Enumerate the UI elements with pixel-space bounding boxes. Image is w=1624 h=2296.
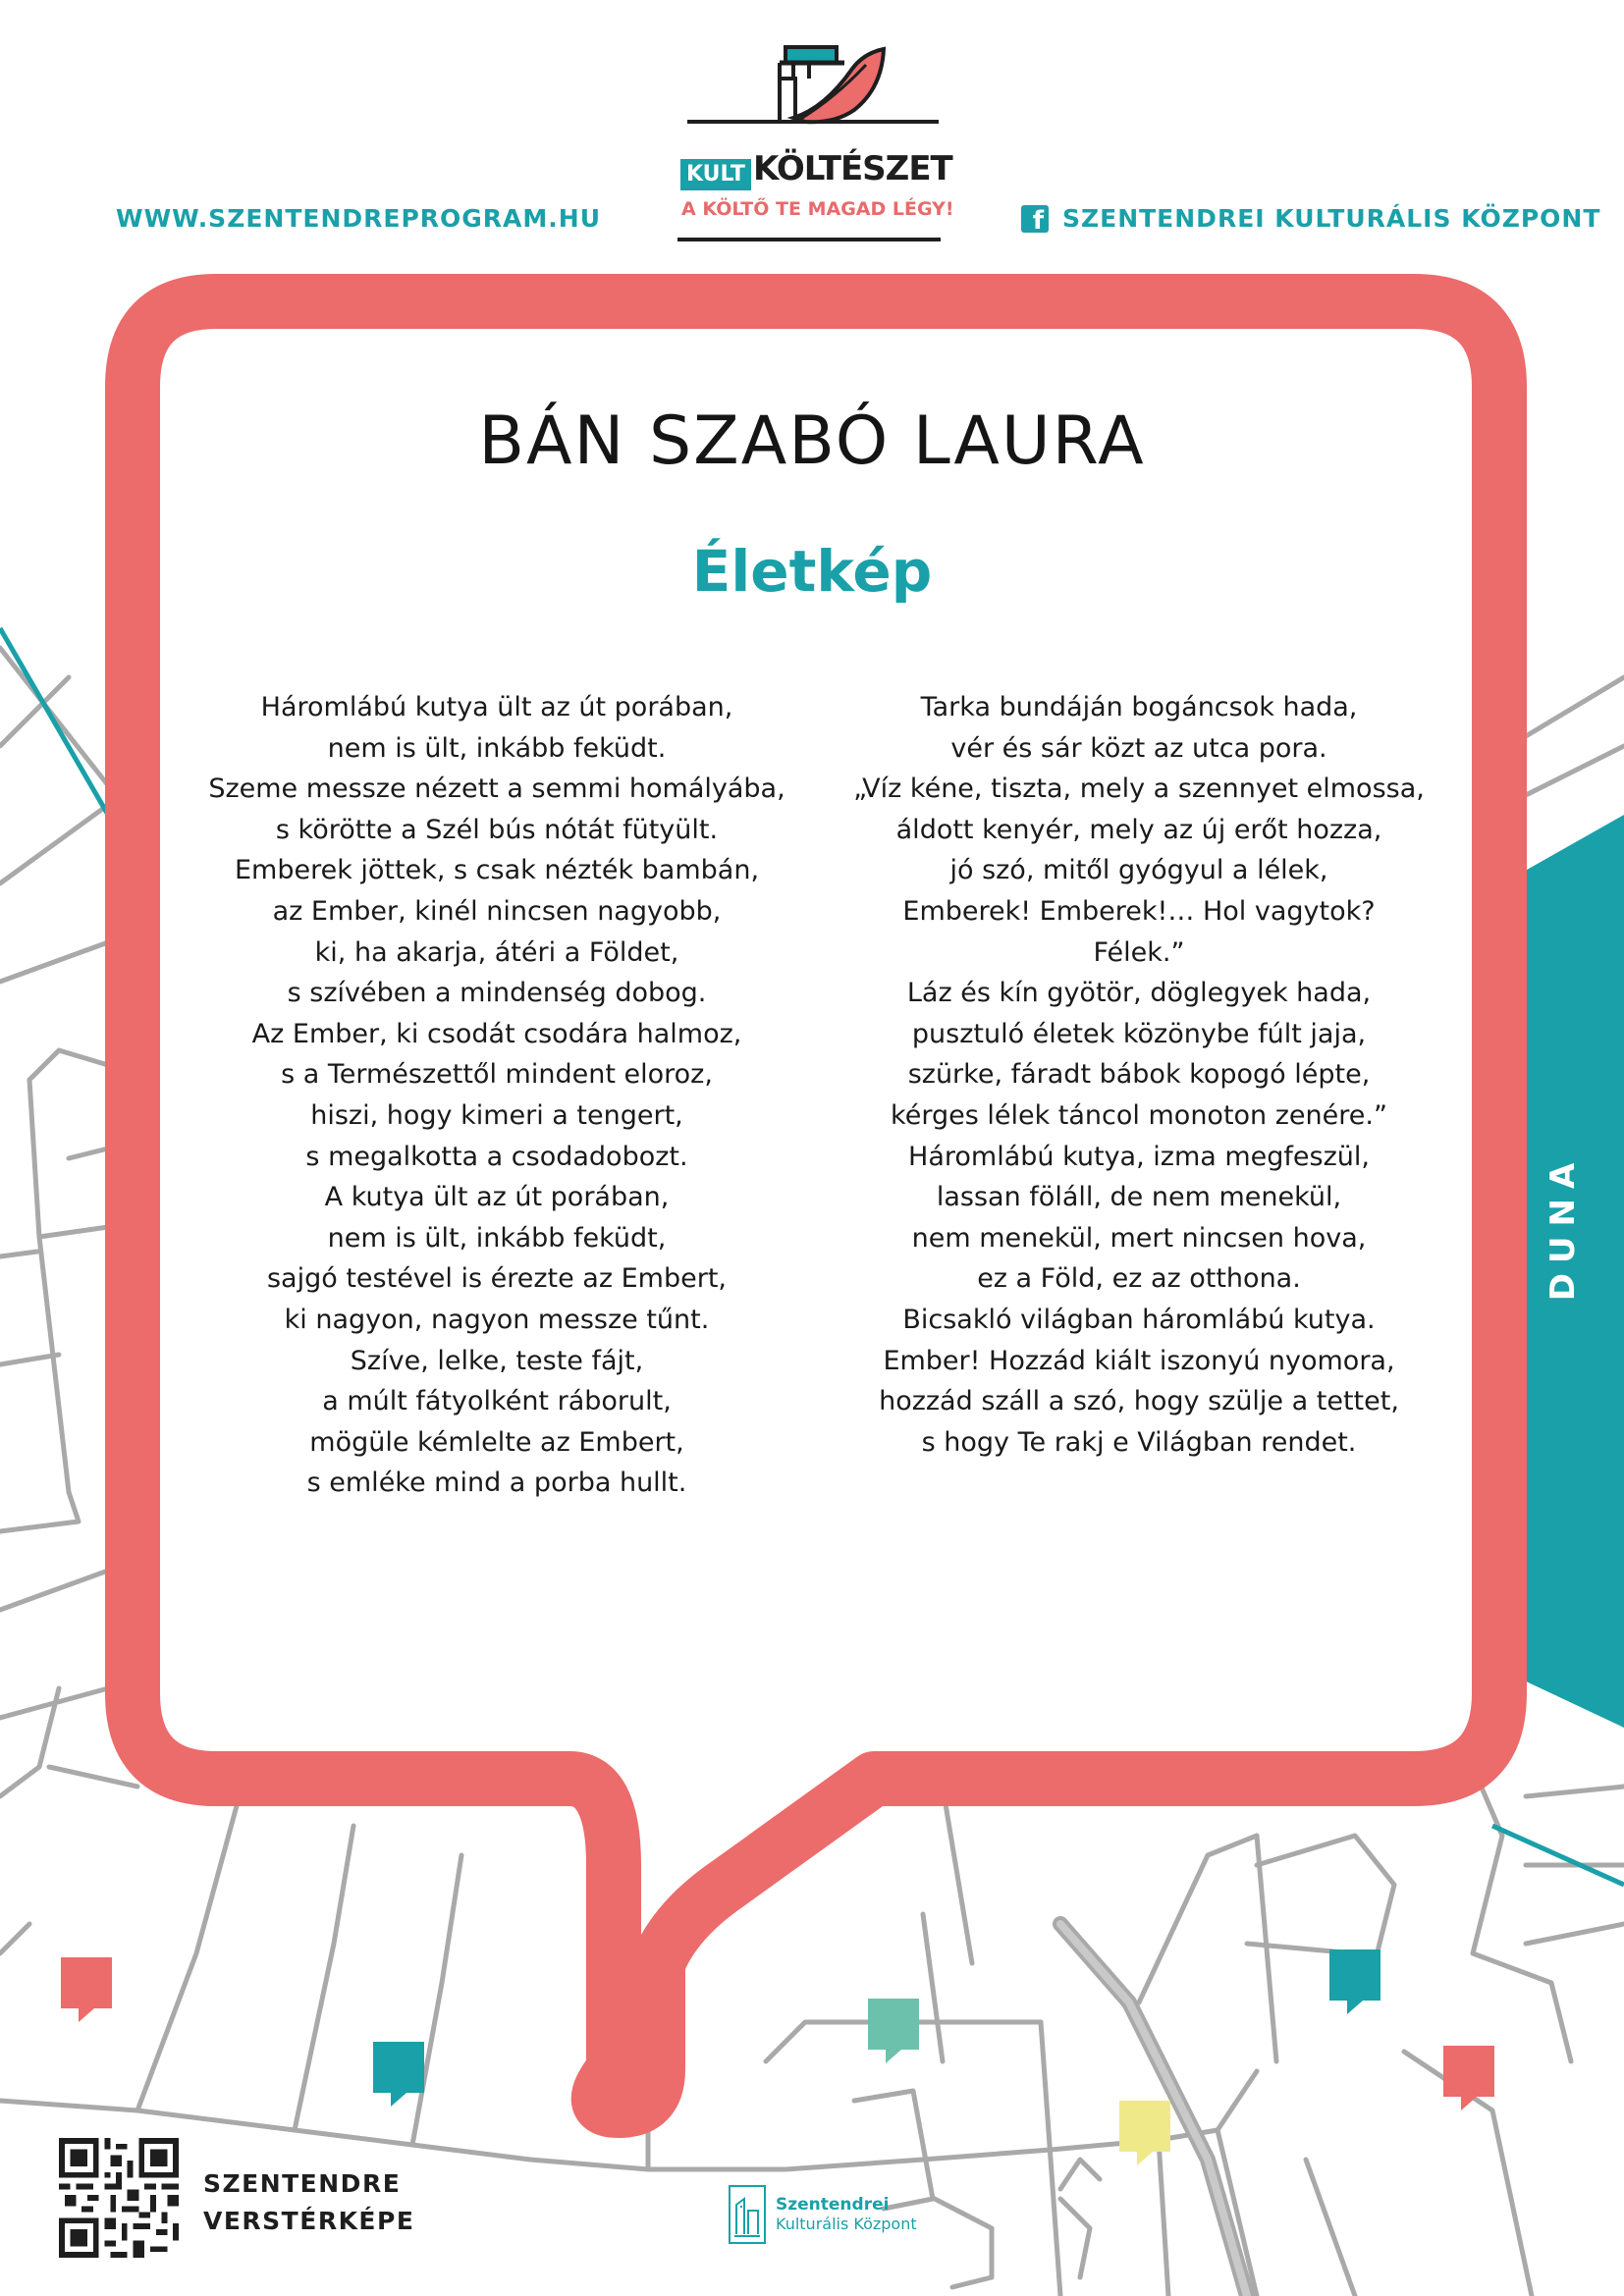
kult-kolteszet-logo	[677, 39, 954, 247]
facebook-label: SZENTENDREI KULTURÁLIS KÖZPONT	[1062, 204, 1601, 233]
poem-line: A kutya ült az út porában,	[324, 1182, 670, 1213]
poem-line: Láz és kín gyötör, döglegyek hada,	[906, 978, 1372, 1009]
poem-line: Tarka bundáján bogáncsok hada,	[920, 692, 1358, 722]
institution-name	[776, 2195, 917, 2234]
poem-line: ez a Föld, ez az otthona.	[977, 1263, 1301, 1295]
poem-line: ki, ha akarja, átéri a Földet,	[314, 936, 679, 968]
poem-line: Szeme messze nézett a semmi homályába,	[208, 774, 785, 805]
marker-red-left	[61, 1957, 112, 2022]
poem-line: Félek.”	[1093, 936, 1185, 968]
poem-line: s emléke mind a porba hullt.	[306, 1468, 687, 1499]
poem-line: nem is ült, inkább feküdt.	[327, 732, 667, 764]
institution-line-2: Kulturális Központ	[776, 2215, 917, 2233]
poem-line: Ember! Hozzád kiált iszonyú nyomora,	[883, 1345, 1395, 1376]
poem-line: Háromlábú kutya, izma megfeszül,	[908, 1141, 1370, 1172]
map-markers	[61, 1949, 1494, 2165]
logo-badge: KULT	[680, 159, 751, 190]
institution-line-1: Szentendrei	[776, 2195, 890, 2215]
poem-line: szürke, fáradt bábok kopogó lépte,	[907, 1059, 1371, 1091]
project-name	[203, 2165, 414, 2240]
poem-line: Bicsakló világban háromlábú kutya.	[902, 1304, 1376, 1335]
poem-line: a múlt fátyolként ráborult,	[322, 1386, 672, 1417]
river-channel-right	[1492, 1826, 1624, 1885]
poem-line: Az Ember, ki csodát csodára halmoz,	[251, 1018, 742, 1049]
qr-code[interactable]	[59, 2138, 179, 2258]
logo-tagline: A KÖLTŐ TE MAGAD LÉGY!	[681, 198, 954, 220]
poem-line: „Víz kéne, tiszta, mely a szennyet elmossa,	[853, 774, 1425, 805]
marker-teal-right	[1329, 1949, 1380, 2014]
poem-line: jó szó, mitől gyógyul a lélek,	[949, 855, 1328, 886]
logo-divider	[677, 238, 941, 241]
quill-house-icon	[677, 39, 943, 157]
poem-line: kérges lélek táncol monoton zenére.”	[891, 1099, 1387, 1131]
marker-red-right	[1443, 2046, 1494, 2110]
poem-line: Emberek! Emberek!… Hol vagytok?	[902, 895, 1376, 927]
marker-teal-left	[373, 2042, 424, 2107]
poem-line: Háromlábú kutya ült az út porában,	[260, 692, 733, 722]
poem-line: nem menekül, mert nincsen hova,	[911, 1222, 1367, 1254]
poem-line: hozzád száll a szó, hogy szülje a tettet,	[879, 1386, 1399, 1417]
poem-line: s a Természettől mindent eloroz,	[281, 1059, 713, 1091]
project-line-1: SZENTENDRE	[203, 2169, 402, 2198]
poem-line: az Ember, kinél nincsen nagyobb,	[272, 895, 722, 927]
project-line-2: VERSTÉRKÉPE	[203, 2207, 415, 2235]
poem-line: sajgó testével is érezte az Embert,	[266, 1263, 727, 1295]
poem-line: Emberek jöttek, s csak nézték bambán,	[234, 855, 760, 886]
poem-author: BÁN SZABÓ LAURA	[478, 402, 1146, 480]
institution-logo	[729, 2185, 917, 2244]
poem-column-left	[143, 687, 850, 1504]
institution-emblem-icon	[729, 2185, 766, 2244]
facebook-icon: f	[1021, 205, 1049, 233]
poem-line: ki nagyon, nagyon messze tűnt.	[284, 1304, 710, 1335]
poem-line: mögüle kémlelte az Embert,	[309, 1426, 684, 1458]
poem-line: pusztuló életek közönybe fúlt jaja,	[911, 1018, 1367, 1049]
poem-line: Szíve, lelke, teste fájt,	[350, 1345, 644, 1376]
marker-yellow	[1119, 2101, 1170, 2165]
poem-line: s hogy Te rakj e Világban rendet.	[921, 1426, 1357, 1458]
river-label-text: DUNA	[1543, 1152, 1583, 1302]
marker-green	[868, 1999, 919, 2063]
poem-line: s szívében a mindenség dobog.	[287, 978, 707, 1009]
poem-line: nem is ült, inkább feküdt,	[327, 1222, 667, 1254]
facebook-link[interactable]	[1021, 204, 1601, 236]
poem-line: vér és sár közt az utca pora.	[950, 732, 1327, 764]
logo-name: KÖLTÉSZET	[753, 149, 952, 188]
river-channel-left	[0, 628, 108, 815]
poem-title: Életkép	[691, 538, 933, 605]
poem-line: s körötte a Szél bús nótát fütyült.	[275, 814, 719, 845]
poem-line: hiszi, hogy kimeri a tengert,	[310, 1099, 683, 1131]
poem-column-right	[785, 687, 1492, 1463]
poem-line: áldott kenyér, mely az új erőt hozza,	[895, 814, 1382, 845]
poem-line: s megalkotta a csodadobozt.	[305, 1141, 688, 1172]
site-url-link[interactable]: WWW.SZENTENDREPROGRAM.HU	[116, 204, 601, 233]
river-label	[1520, 1148, 1606, 1306]
poem-line: lassan föláll, de nem menekül,	[936, 1182, 1342, 1213]
